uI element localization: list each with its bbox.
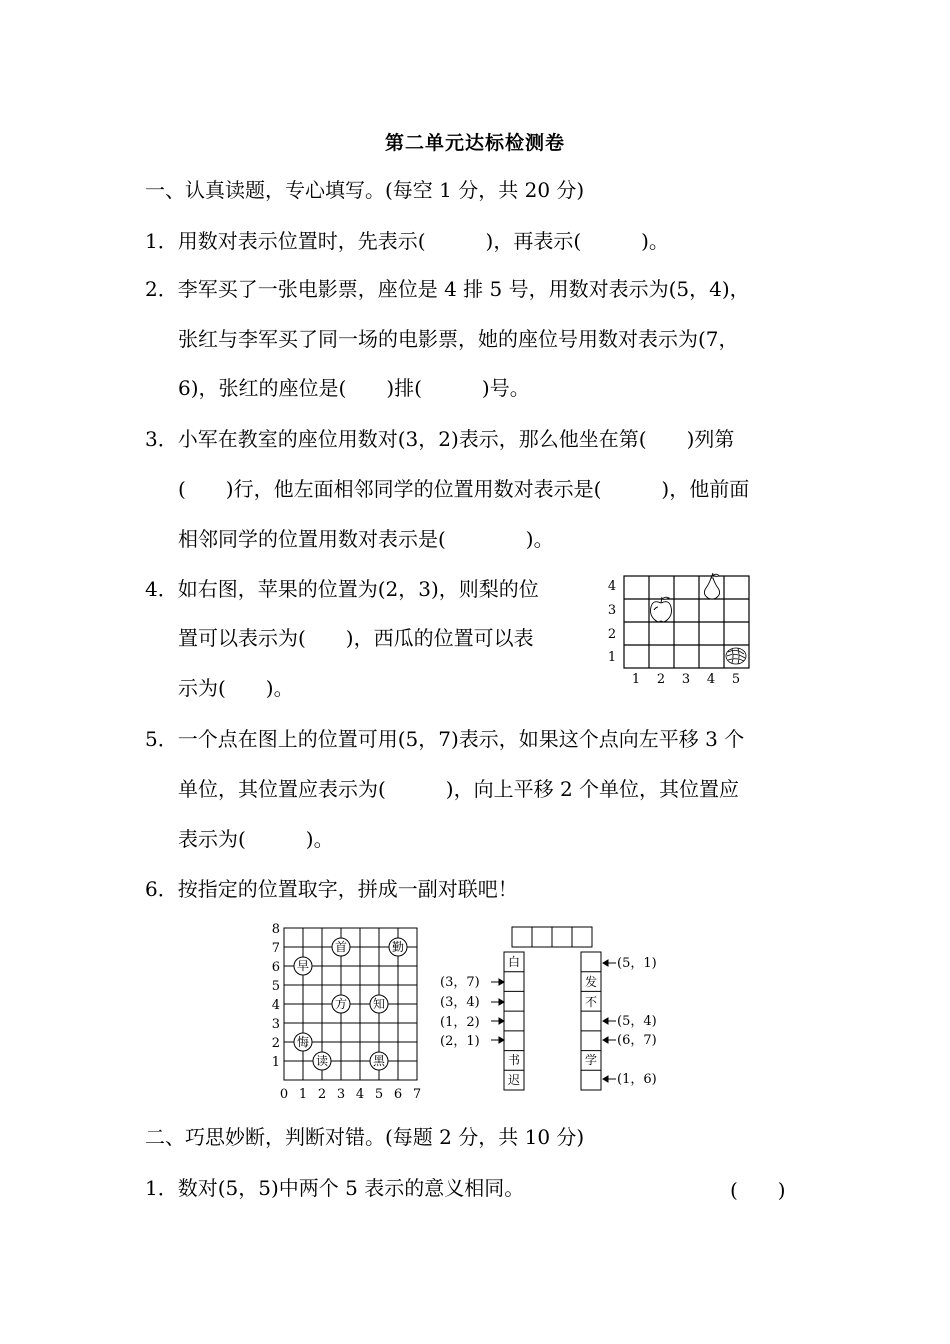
character-grid-figure	[264, 920, 434, 1105]
couplet-char-fa: 发	[584, 975, 598, 989]
x-label-2: 2	[656, 672, 666, 687]
couplet-char-bu: 不	[584, 995, 598, 1009]
y-label-8: 8	[271, 922, 280, 937]
x-label-0: 0	[279, 1087, 289, 1102]
question-5-line3: 表示为( )。	[178, 827, 334, 851]
x-label-7: 7	[412, 1087, 422, 1102]
right-coord-4: (1，6)	[617, 1072, 657, 1087]
question-5-line1: 5．一个点在图上的位置可用(5，7)表示，如果这个点向左平移 3 个	[145, 727, 745, 751]
x-label-5: 5	[731, 672, 741, 687]
x-label-3: 3	[681, 672, 691, 687]
y-label-4: 4	[607, 579, 617, 594]
couplet-char-xue: 学	[584, 1053, 598, 1067]
y-label-2: 2	[271, 1036, 280, 1051]
apple-icon	[651, 597, 672, 622]
y-label-5: 5	[271, 979, 280, 994]
left-coord-2: (3，4)	[440, 995, 480, 1010]
left-coord-1: (3，7)	[440, 975, 480, 990]
couplet-char-bai: 白	[507, 955, 521, 969]
y-label-1: 1	[271, 1055, 280, 1070]
page-title: 第二单元达标检测卷	[384, 132, 565, 154]
question-4-line2: 置可以表示为( )，西瓜的位置可以表	[178, 626, 534, 650]
x-label-4: 4	[706, 672, 716, 687]
right-coord-2: (5，4)	[617, 1014, 657, 1029]
question-1: 1．用数对表示位置时，先表示( )，再表示( )。	[145, 229, 669, 253]
x-label-6: 6	[393, 1087, 403, 1102]
right-coord-1: (5，1)	[617, 956, 657, 971]
x-label-5: 5	[374, 1087, 384, 1102]
left-coord-3: (1，2)	[440, 1015, 480, 1030]
char-hei: 黑	[372, 1054, 386, 1068]
x-label-2: 2	[317, 1087, 327, 1102]
char-zao: 早	[296, 959, 310, 973]
question-4-line1: 4．如右图，苹果的位置为(2，3)，则梨的位	[145, 577, 539, 601]
right-coord-3: (6，7)	[617, 1033, 657, 1048]
x-label-1: 1	[631, 672, 641, 687]
fruit-grid-figure	[600, 570, 760, 690]
question-3-line2: ( )行，他左面相邻同学的位置用数对表示是( )，他前面	[178, 477, 750, 501]
char-fang: 方	[334, 997, 348, 1011]
question-5-line2: 单位，其位置应表示为( )，向上平移 2 个单位，其位置应	[178, 777, 740, 801]
y-label-7: 7	[271, 941, 280, 956]
question-6: 6．按指定的位置取字，拼成一副对联吧！	[145, 877, 518, 901]
x-label-3: 3	[336, 1087, 346, 1102]
char-hui: 悔	[296, 1035, 310, 1049]
question-2-line1: 2．李军买了一张电影票，座位是 4 排 5 号，用数对表示为(5，4)，	[145, 277, 750, 301]
y-label-3: 3	[271, 1017, 280, 1032]
judge-answer-box[interactable]: ( )	[730, 1178, 786, 1202]
y-label-4: 4	[271, 998, 280, 1013]
pear-icon	[704, 573, 719, 599]
question-3-line3: 相邻同学的位置用数对表示是( )。	[178, 527, 554, 551]
section2-heading: 二、巧思妙断，判断对错。(每题 2 分，共 10 分)	[145, 1125, 585, 1149]
x-label-1: 1	[298, 1087, 308, 1102]
y-label-2: 2	[607, 627, 617, 642]
question-4-line3: 示为( )。	[178, 676, 294, 700]
x-label-4: 4	[355, 1087, 365, 1102]
char-zhi: 知	[372, 997, 386, 1011]
couplet-char-shu: 书	[507, 1053, 521, 1067]
left-coord-4: (2，1)	[440, 1034, 480, 1049]
question-2-line3: 6)，张红的座位是( )排( )号。	[178, 376, 530, 400]
char-du: 读	[315, 1054, 329, 1068]
y-label-6: 6	[271, 960, 280, 975]
couplet-char-chi: 迟	[507, 1073, 521, 1087]
question-2-line2: 张红与李军买了同一场的电影票，她的座位号用数对表示为(7，	[178, 327, 739, 351]
char-shou: 首	[334, 940, 348, 954]
couplet-figure	[436, 922, 686, 1094]
judge-question-1: 1．数对(5，5)中两个 5 表示的意义相同。	[145, 1176, 525, 1200]
y-label-3: 3	[607, 603, 617, 618]
question-3-line1: 3．小军在教室的座位用数对(3，2)表示，那么他坐在第( )列第	[145, 427, 735, 451]
y-label-1: 1	[607, 650, 617, 665]
section1-heading: 一、认真读题，专心填写。(每空 1 分，共 20 分)	[145, 178, 585, 202]
watermelon-icon	[726, 648, 746, 664]
char-qin: 勤	[391, 940, 405, 954]
